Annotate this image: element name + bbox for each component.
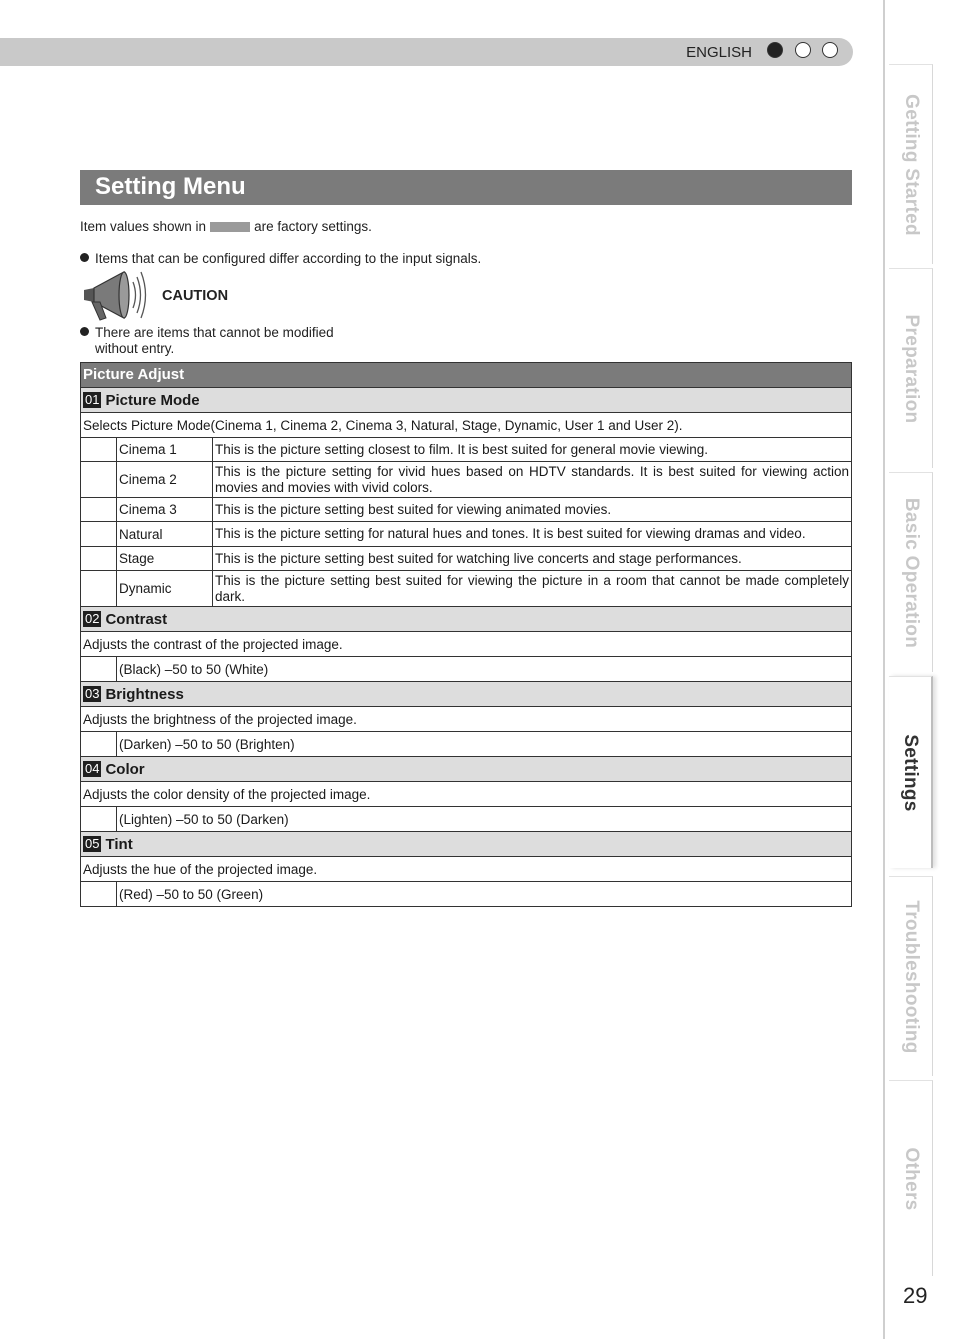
input-signal-note [80, 251, 481, 266]
item-number-badge: 05 [85, 836, 100, 851]
option-name: Dynamic [117, 571, 213, 606]
indent-cell [81, 462, 117, 497]
item-title: Tint [105, 835, 133, 853]
option-name: Natural [117, 522, 213, 546]
indent-cell [81, 882, 117, 906]
page-title: Setting Menu [95, 173, 246, 200]
section-title-bar [80, 170, 852, 205]
item-number-badge: 04 [85, 761, 100, 776]
bullet-icon [80, 253, 89, 262]
tab-label: Others [900, 1146, 922, 1211]
option-description: This is the picture setting best suited for viewing the picture in a room that cannot be made completely dark. [215, 572, 849, 604]
table-row [81, 657, 851, 682]
table-row [81, 732, 851, 757]
language-dot-3 [822, 42, 838, 58]
chapter-tabs [883, 0, 954, 1339]
value-range: (Black) –50 to 50 (White) [119, 661, 269, 677]
menu-item-contrast [81, 607, 851, 632]
tab-getting-started[interactable] [889, 64, 933, 264]
table-row [81, 522, 851, 547]
tab-others[interactable] [889, 1080, 933, 1276]
item-title: Picture Mode [105, 391, 200, 409]
item-description: Adjusts the color density of the projected image. [81, 782, 851, 807]
item-number-badge: 01 [85, 392, 100, 407]
table-row [81, 882, 851, 907]
caution-line-1: There are items that cannot be modified [95, 325, 334, 340]
value-range: (Lighten) –50 to 50 (Darken) [119, 811, 289, 827]
tab-basic-operation[interactable] [889, 472, 933, 672]
option-description: This is the picture setting closest to film. It is best suited for general movie viewing. [215, 441, 708, 457]
indent-cell [81, 522, 117, 546]
page-number: 29 [903, 1283, 928, 1308]
language-dot-1 [767, 42, 783, 58]
item-description: Adjusts the hue of the projected image. [81, 857, 851, 882]
indent-cell [81, 732, 117, 756]
item-title: Brightness [105, 685, 184, 703]
table-row [81, 807, 851, 832]
indent-cell [81, 807, 117, 831]
picture-adjust-table [80, 362, 852, 907]
option-description: This is the picture setting best suited for viewing animated movies. [215, 501, 612, 517]
option-description: This is the picture setting for natural hues and tones. It is best suited for viewing dramas and video. [215, 526, 806, 541]
tab-settings[interactable] [889, 676, 933, 868]
value-range: (Darken) –50 to 50 (Brighten) [119, 736, 295, 752]
table-row [81, 571, 851, 607]
menu-item-tint [81, 832, 851, 857]
language-dot-2 [795, 42, 811, 58]
megaphone-icon [80, 268, 150, 324]
option-description: This is the picture setting for vivid hues based on HDTV standards. It is best suited for viewing action movies and movies with vivid colors. [215, 463, 849, 495]
bullet-icon [80, 327, 89, 336]
tab-label: Preparation [900, 314, 922, 423]
tab-label: Settings [900, 733, 921, 812]
factory-setting-swatch [210, 222, 250, 232]
factory-settings-note [80, 219, 372, 234]
item-title: Contrast [105, 610, 168, 628]
table-row [81, 438, 851, 462]
factory-note-after: are factory settings. [254, 219, 372, 234]
item-title: Color [105, 760, 145, 778]
input-note-text: Items that can be configured differ according to the input signals. [95, 251, 482, 266]
option-name: Cinema 2 [117, 462, 213, 497]
section-label: Picture Adjust [83, 366, 185, 383]
table-row [81, 462, 851, 498]
option-name: Stage [117, 547, 213, 570]
language-bar [0, 38, 853, 66]
option-name: Cinema 1 [117, 438, 213, 461]
caution-label: CAUTION [162, 288, 229, 304]
item-description: Selects Picture Mode(Cinema 1, Cinema 2, Cinema 3, Natural, Stage, Dynamic, User 1 and User 2). [81, 413, 851, 438]
language-label: ENGLISH [686, 44, 752, 61]
caution-text [80, 325, 334, 357]
sidebar-border [883, 0, 885, 1339]
tab-label: Troubleshooting [900, 899, 922, 1054]
item-description: Adjusts the brightness of the projected image. [81, 707, 851, 732]
table-section-header [81, 363, 851, 388]
tab-troubleshooting[interactable] [889, 876, 933, 1076]
factory-note-before: Item values shown in [80, 219, 207, 234]
item-number-badge: 03 [85, 686, 100, 701]
item-number-badge: 02 [85, 611, 100, 626]
table-row [81, 498, 851, 522]
option-name: Cinema 3 [117, 498, 213, 521]
indent-cell [81, 498, 117, 521]
menu-item-picture-mode [81, 388, 851, 413]
indent-cell [81, 571, 117, 606]
menu-item-color [81, 757, 851, 782]
indent-cell [81, 438, 117, 461]
tab-label: Basic Operation [900, 497, 922, 648]
option-description: This is the picture setting best suited for watching live concerts and stage performances. [215, 550, 742, 566]
item-description: Adjusts the contrast of the projected image. [81, 632, 851, 657]
indent-cell [81, 547, 117, 570]
tab-label: Getting Started [900, 93, 922, 236]
tab-preparation[interactable] [889, 268, 933, 468]
caution-line-2: without entry. [95, 341, 175, 356]
value-range: (Red) –50 to 50 (Green) [119, 886, 264, 902]
table-row [81, 547, 851, 571]
indent-cell [81, 657, 117, 681]
menu-item-brightness [81, 682, 851, 707]
